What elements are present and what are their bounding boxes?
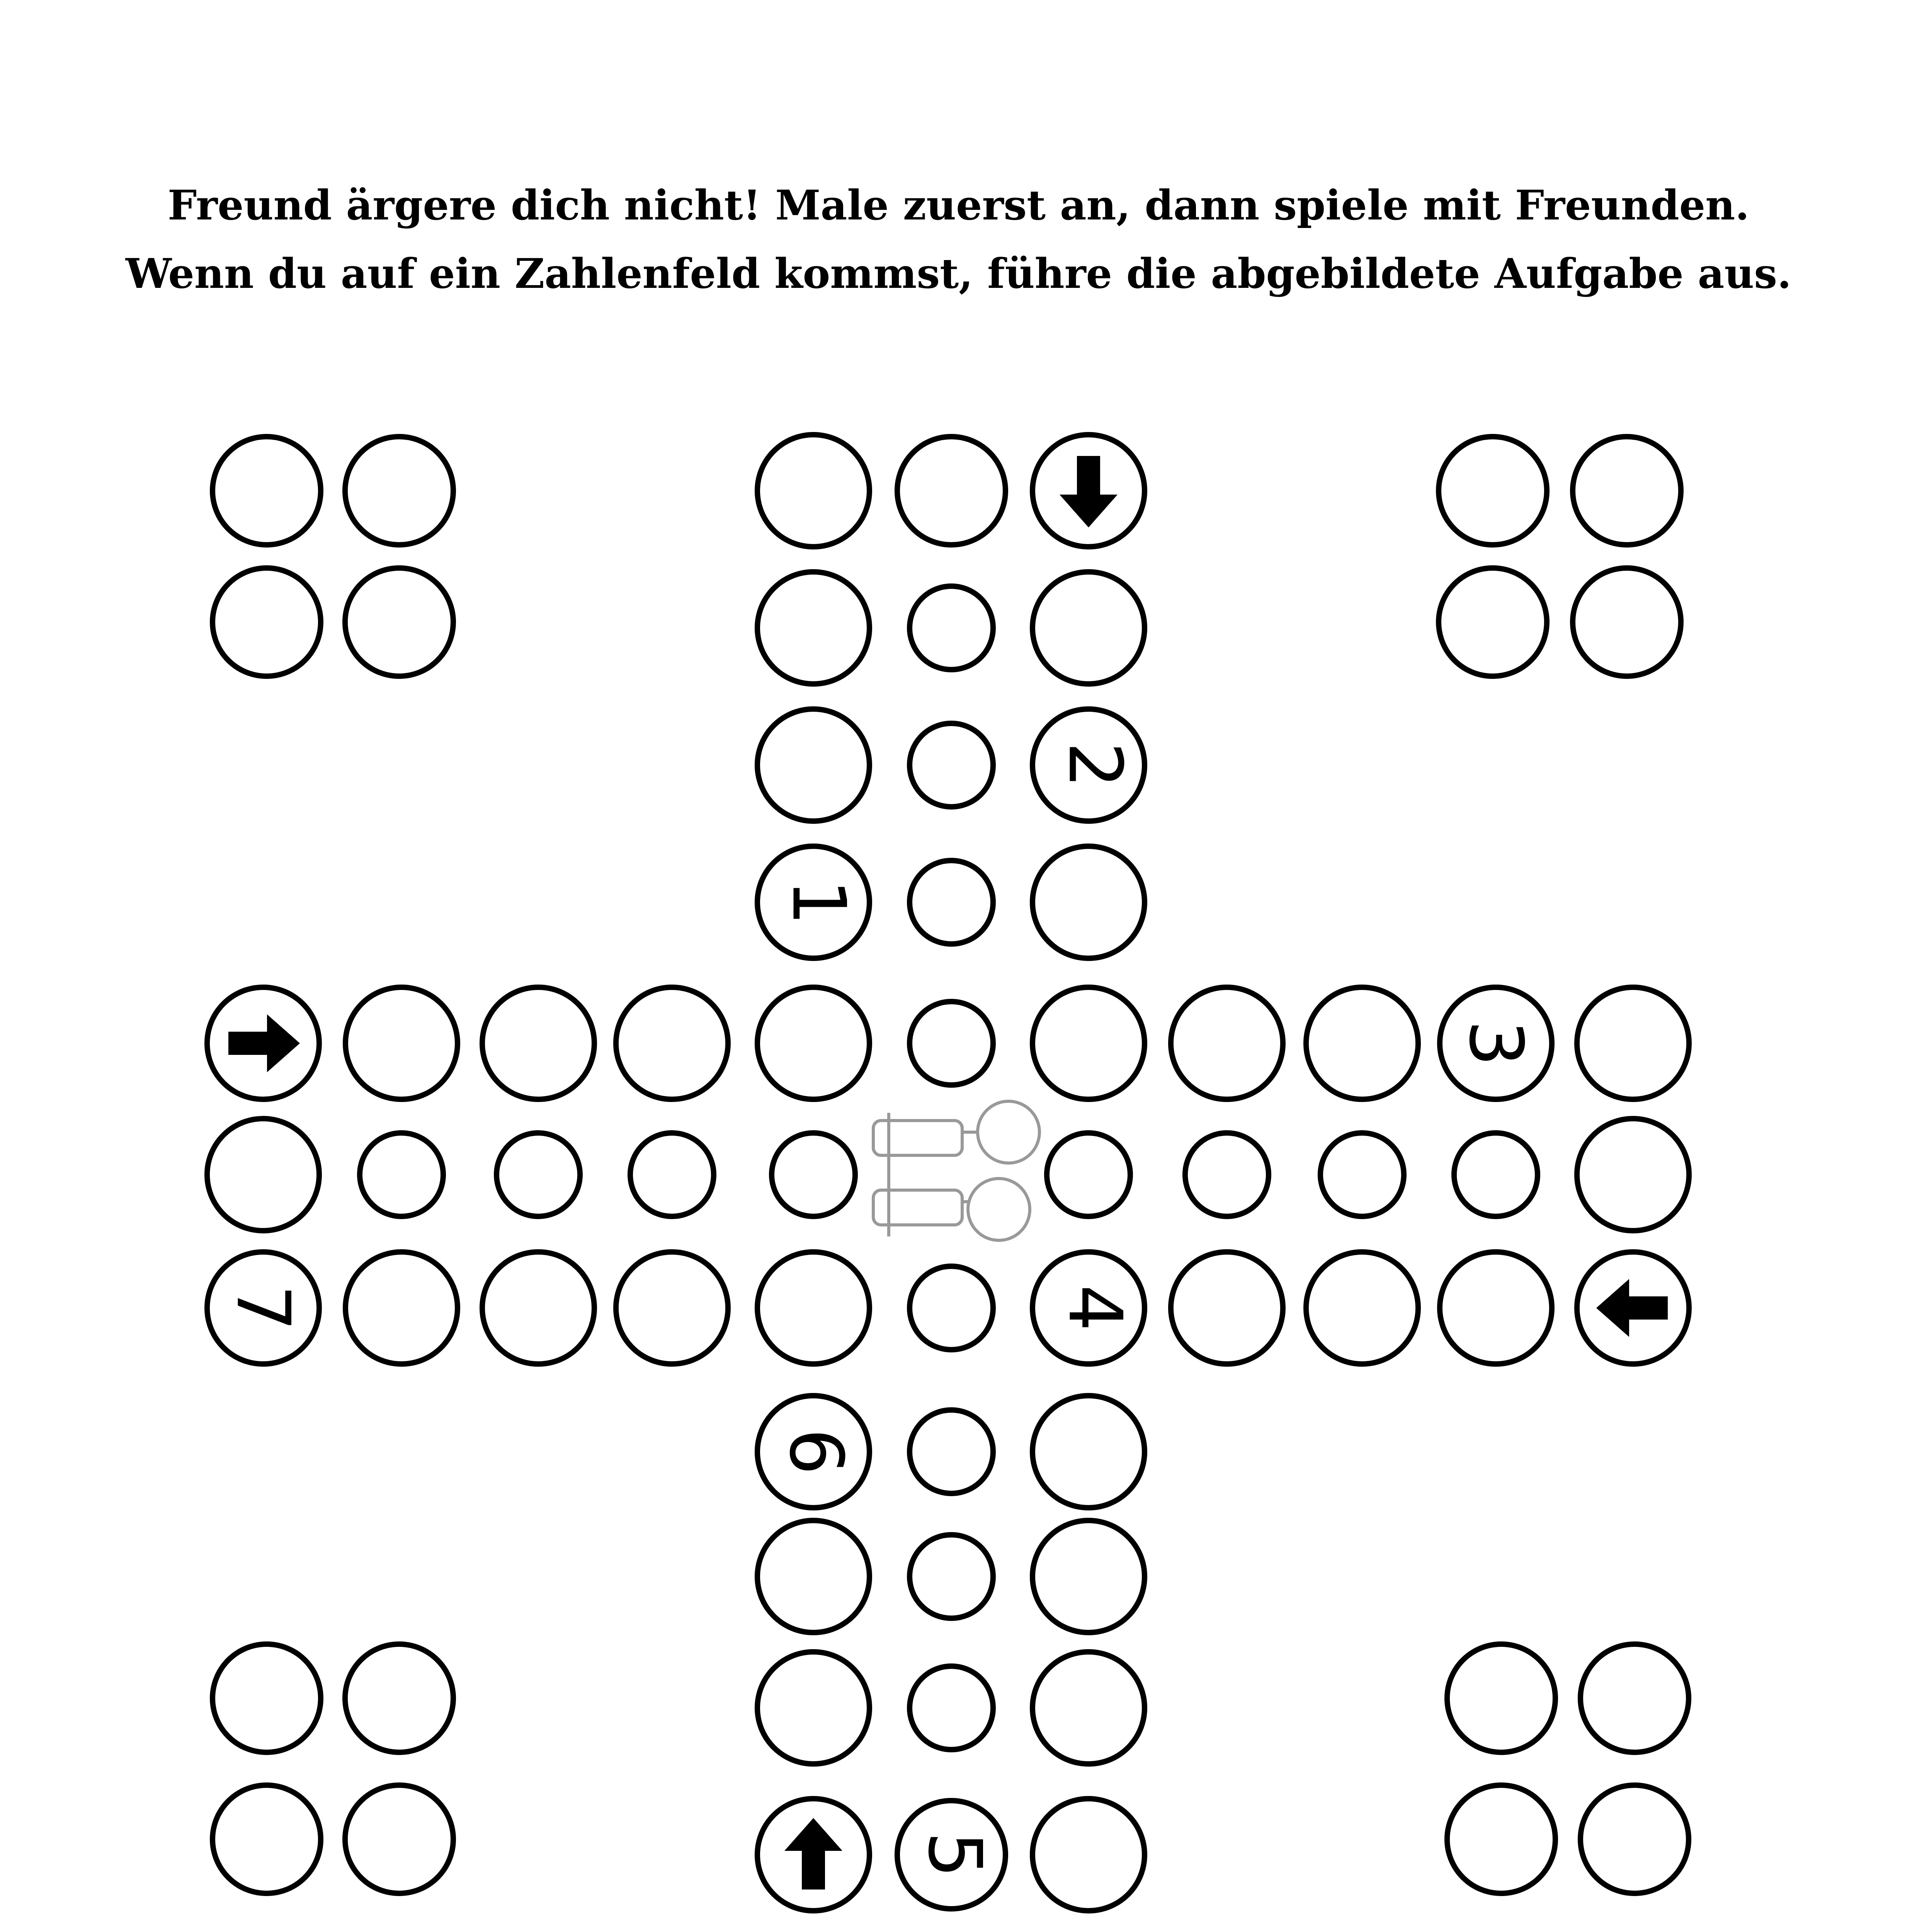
home-field[interactable] bbox=[345, 1644, 453, 1752]
path-field[interactable] bbox=[757, 987, 869, 1099]
goal-field[interactable] bbox=[910, 861, 993, 944]
field-number-7: 7 bbox=[220, 1284, 306, 1332]
home-field[interactable] bbox=[1580, 1644, 1689, 1752]
path-field[interactable] bbox=[1440, 1252, 1552, 1364]
path-field[interactable] bbox=[1032, 1520, 1145, 1633]
instruction-line-2: Wenn du auf ein Zahlenfeld kommst, führe die abgebildete Aufgabe aus. bbox=[125, 249, 1792, 298]
goal-field[interactable] bbox=[910, 1535, 993, 1618]
path-field[interactable] bbox=[757, 1652, 869, 1764]
field-number-3: 3 bbox=[1453, 1020, 1539, 1067]
path-field[interactable] bbox=[910, 1266, 993, 1350]
path-field[interactable] bbox=[1032, 846, 1145, 958]
path-field[interactable] bbox=[757, 709, 869, 821]
home-field[interactable] bbox=[213, 568, 321, 676]
home-field[interactable] bbox=[213, 1785, 321, 1893]
home-field[interactable] bbox=[1580, 1785, 1689, 1893]
path-field[interactable] bbox=[482, 1252, 594, 1364]
path-field[interactable] bbox=[1577, 987, 1689, 1099]
goal-field[interactable] bbox=[1185, 1133, 1269, 1216]
goal-field[interactable] bbox=[772, 1133, 855, 1216]
path-field[interactable] bbox=[1032, 1652, 1145, 1764]
instruction-line-1: Freund ärgere dich nicht! Male zuerst an, dann spiele mit Freunden. bbox=[167, 181, 1750, 229]
home-field[interactable] bbox=[1447, 1644, 1555, 1752]
home-field[interactable] bbox=[1573, 437, 1681, 545]
goal-field[interactable] bbox=[1047, 1133, 1130, 1216]
path-field[interactable] bbox=[482, 987, 594, 1099]
goal-field[interactable] bbox=[910, 723, 993, 807]
goal-field[interactable] bbox=[910, 586, 993, 670]
path-field[interactable] bbox=[616, 1252, 728, 1364]
path-field[interactable] bbox=[207, 1119, 319, 1231]
path-field[interactable] bbox=[1306, 987, 1418, 1099]
path-field[interactable] bbox=[345, 1252, 458, 1364]
home-field[interactable] bbox=[345, 437, 453, 545]
field-number-4: 4 bbox=[1052, 1284, 1138, 1332]
two-children-drawing bbox=[873, 1101, 1039, 1240]
home-field[interactable] bbox=[1573, 568, 1681, 676]
path-field[interactable] bbox=[616, 987, 728, 1099]
field-number-2: 2 bbox=[1052, 742, 1138, 789]
goal-field[interactable] bbox=[1454, 1133, 1538, 1216]
path-field[interactable] bbox=[1032, 1396, 1145, 1508]
path-field[interactable] bbox=[757, 435, 869, 547]
home-field[interactable] bbox=[1439, 437, 1547, 545]
path-field[interactable] bbox=[345, 987, 458, 1099]
field-number-1: 1 bbox=[776, 879, 862, 926]
goal-field[interactable] bbox=[360, 1133, 443, 1216]
home-field[interactable] bbox=[345, 1785, 453, 1893]
path-field[interactable] bbox=[897, 437, 1005, 545]
home-field[interactable] bbox=[345, 568, 453, 676]
goal-field[interactable] bbox=[910, 1410, 993, 1493]
field-number-6: 6 bbox=[773, 1428, 859, 1475]
path-field[interactable] bbox=[1171, 1252, 1283, 1364]
home-field[interactable] bbox=[213, 1644, 321, 1752]
goal-field[interactable] bbox=[1320, 1133, 1404, 1216]
path-field[interactable] bbox=[1306, 1252, 1418, 1364]
path-field[interactable] bbox=[1577, 1119, 1689, 1231]
path-field[interactable] bbox=[1032, 987, 1145, 1099]
path-field[interactable] bbox=[1032, 572, 1145, 684]
path-field[interactable] bbox=[910, 1002, 993, 1085]
path-field[interactable] bbox=[757, 572, 869, 684]
field-number-5: 5 bbox=[912, 1831, 998, 1878]
path-field[interactable] bbox=[1171, 987, 1283, 1099]
goal-field[interactable] bbox=[497, 1133, 580, 1216]
path-field[interactable] bbox=[757, 1520, 869, 1633]
home-field[interactable] bbox=[1439, 568, 1547, 676]
home-field[interactable] bbox=[1447, 1785, 1555, 1893]
path-field[interactable] bbox=[757, 1252, 869, 1364]
goal-field[interactable] bbox=[630, 1133, 714, 1216]
goal-field[interactable] bbox=[910, 1666, 993, 1750]
path-field[interactable] bbox=[1032, 1799, 1145, 1911]
home-field[interactable] bbox=[213, 437, 321, 545]
